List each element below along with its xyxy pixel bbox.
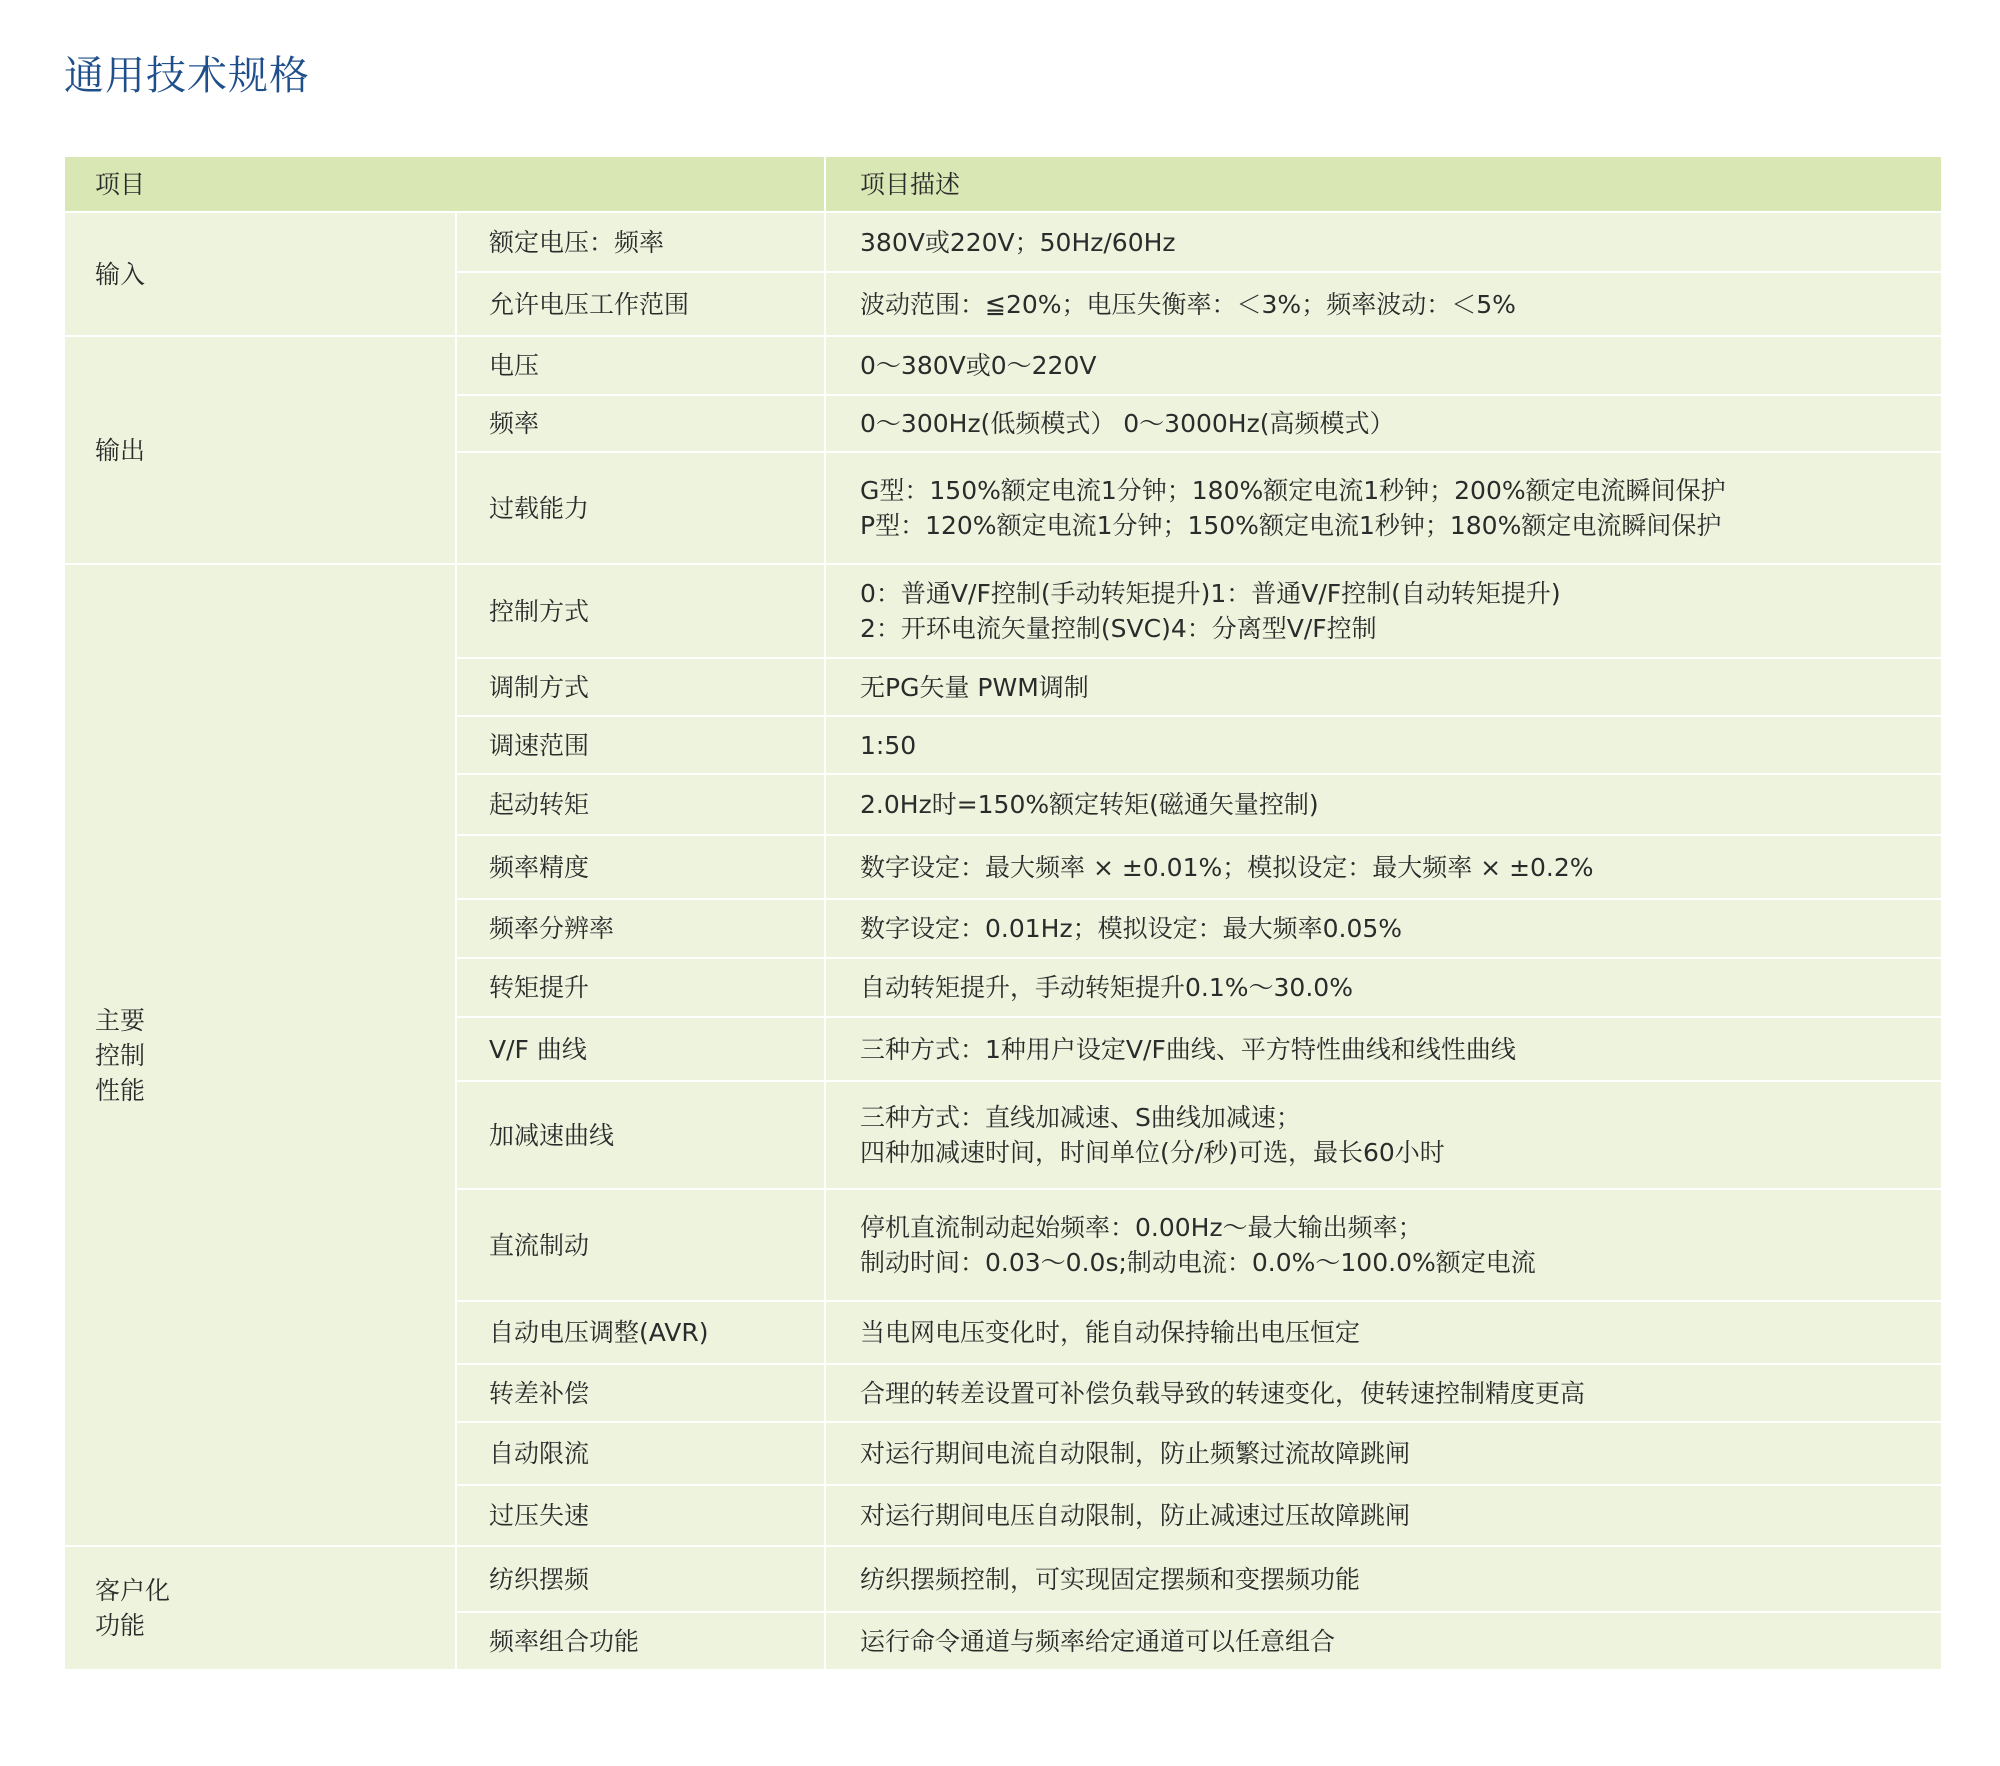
item-cell: 额定电压：频率 (456, 212, 825, 272)
description-cell: 380V或220V；50Hz/60Hz (825, 212, 1942, 272)
header-description: 项目描述 (825, 156, 1942, 212)
header-item: 项目 (64, 156, 825, 212)
item-cell: 直流制动 (456, 1189, 825, 1301)
item-cell: 电压 (456, 336, 825, 395)
item-cell: V/F 曲线 (456, 1017, 825, 1081)
category-cell: 输入 (64, 212, 456, 336)
category-cell: 输出 (64, 336, 456, 564)
item-cell: 转差补偿 (456, 1364, 825, 1422)
item-cell: 频率组合功能 (456, 1612, 825, 1670)
item-cell: 起动转矩 (456, 774, 825, 835)
item-cell: 调速范围 (456, 716, 825, 774)
table-header-row (64, 156, 1942, 212)
description-cell: 三种方式：直线加减速、S曲线加减速； 四种加减速时间，时间单位(分/秒)可选，最长60小时 (825, 1081, 1942, 1189)
description-cell: 对运行期间电流自动限制，防止频繁过流故障跳闸 (825, 1422, 1942, 1485)
table-row (64, 336, 1942, 395)
description-cell: 合理的转差设置可补偿负载导致的转速变化，使转速控制精度更高 (825, 1364, 1942, 1422)
table-row (64, 212, 1942, 272)
item-cell: 加减速曲线 (456, 1081, 825, 1189)
description-cell: 0～380V或0～220V (825, 336, 1942, 395)
description-cell: 0：普通V/F控制(手动转矩提升)1：普通V/F控制(自动转矩提升) 2：开环电流矢量控制(SVC)4：分离型V/F控制 (825, 564, 1942, 658)
category-cell: 客户化 功能 (64, 1546, 456, 1670)
item-cell: 调制方式 (456, 658, 825, 716)
description-cell: 0～300Hz(低频模式） 0～3000Hz(高频模式） (825, 395, 1942, 452)
description-cell: 三种方式：1种用户设定V/F曲线、平方特性曲线和线性曲线 (825, 1017, 1942, 1081)
item-cell: 频率分辨率 (456, 899, 825, 958)
category-cell: 主要 控制 性能 (64, 564, 456, 1546)
item-cell: 自动限流 (456, 1422, 825, 1485)
item-cell: 自动电压调整(AVR) (456, 1301, 825, 1364)
description-cell: 纺织摆频控制，可实现固定摆频和变摆频功能 (825, 1546, 1942, 1612)
description-cell: 数字设定：最大频率 × ±0.01%；模拟设定：最大频率 × ±0.2% (825, 835, 1942, 899)
description-cell: 2.0Hz时=150%额定转矩(磁通矢量控制) (825, 774, 1942, 835)
page-title: 通用技术规格 (64, 53, 310, 99)
description-cell: G型：150%额定电流1分钟；180%额定电流1秒钟；200%额定电流瞬间保护 P型：120%额定电流1分钟；150%额定电流1秒钟；180%额定电流瞬间保护 (825, 452, 1942, 564)
description-cell: 当电网电压变化时，能自动保持输出电压恒定 (825, 1301, 1942, 1364)
item-cell: 过压失速 (456, 1485, 825, 1546)
description-cell: 对运行期间电压自动限制，防止减速过压故障跳闸 (825, 1485, 1942, 1546)
item-cell: 允许电压工作范围 (456, 272, 825, 336)
item-cell: 转矩提升 (456, 958, 825, 1017)
description-cell: 运行命令通道与频率给定通道可以任意组合 (825, 1612, 1942, 1670)
spec-table (63, 155, 1943, 1671)
description-cell: 数字设定：0.01Hz；模拟设定：最大频率0.05% (825, 899, 1942, 958)
description-cell: 停机直流制动起始频率：0.00Hz～最大输出频率； 制动时间：0.03～0.0s;制动电流：0.0%～100.0%额定电流 (825, 1189, 1942, 1301)
table-row (64, 1546, 1942, 1612)
description-cell: 无PG矢量 PWM调制 (825, 658, 1942, 716)
description-cell: 自动转矩提升，手动转矩提升0.1%～30.0% (825, 958, 1942, 1017)
table-row (64, 564, 1942, 658)
item-cell: 频率 (456, 395, 825, 452)
item-cell: 过载能力 (456, 452, 825, 564)
item-cell: 控制方式 (456, 564, 825, 658)
description-cell: 1:50 (825, 716, 1942, 774)
description-cell: 波动范围：≦20%；电压失衡率：＜3%；频率波动：＜5% (825, 272, 1942, 336)
item-cell: 频率精度 (456, 835, 825, 899)
item-cell: 纺织摆频 (456, 1546, 825, 1612)
